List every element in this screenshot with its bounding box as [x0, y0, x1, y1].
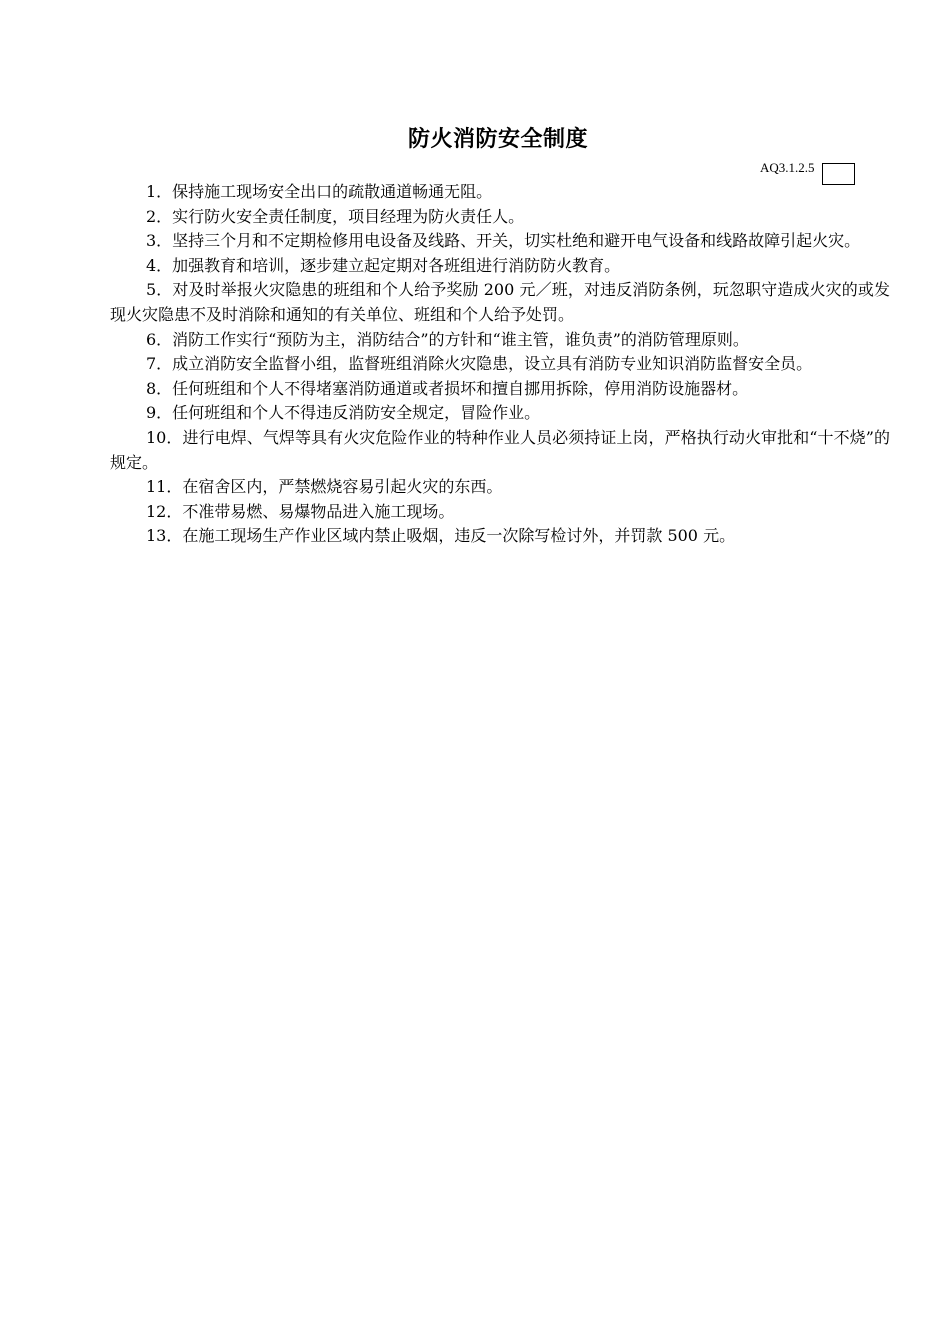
rule-item-8: 8．任何班组和个人不得堵塞消防通道或者损坏和擅自挪用拆除，停用消防设施器材。 [146, 378, 749, 398]
rule-item-12: 12．不准带易燃、易爆物品进入施工现场。 [146, 501, 455, 521]
rule-item-9: 9．任何班组和个人不得违反消防安全规定，冒险作业。 [146, 403, 541, 423]
document-code: AQ3.1.2.5 [760, 160, 815, 175]
rule-item-4: 4．加强教育和培训，逐步建立起定期对各班组进行消防防火教育。 [146, 255, 621, 275]
document-code-area [760, 157, 815, 177]
document-title: 防火消防安全制度 [407, 127, 588, 152]
rule-item-7: 7．成立消防安全监督小组，监督班组消除火灾隐患，设立具有消防专业知识消防监督安全员。 [146, 354, 813, 374]
document-body [110, 180, 890, 549]
rule-item-10: 10．进行电焊、气焊等具有火灾危险作业的特种作业人员必须持证上岗，严格执行动火审批和“十不烧”的规定。 [110, 427, 890, 472]
rule-item-1: 1．保持施工现场安全出口的疏散通道畅通无阻。 [146, 182, 493, 201]
rule-item-5: 5．对及时举报火灾隐患的班组和个人给予奖励 200 元／班，对违反消防条例，玩忽职守造成火灾的或发现火灾隐患不及时消除和通知的有关单位、班组和个人给予处罚。 [110, 280, 890, 324]
rule-item-13: 13．在施工现场生产作业区域内禁止吸烟，违反一次除写检讨外，并罚款 500 元。 [146, 526, 736, 546]
rule-item-2: 2．实行防火安全责任制度，项目经理为防火责任人。 [146, 206, 525, 226]
rule-item-3: 3．坚持三个月和不定期检修用电设备及线路、开关，切实杜绝和避开电气设备和线路故障引起火灾。 [146, 231, 861, 251]
rule-item-11: 11．在宿舍区内，严禁燃烧容易引起火灾的东西。 [146, 477, 503, 497]
rule-item-6: 6．消防工作实行“预防为主，消防结合”的方针和“谁主管，谁负责”的消防管理原则。 [146, 329, 749, 349]
